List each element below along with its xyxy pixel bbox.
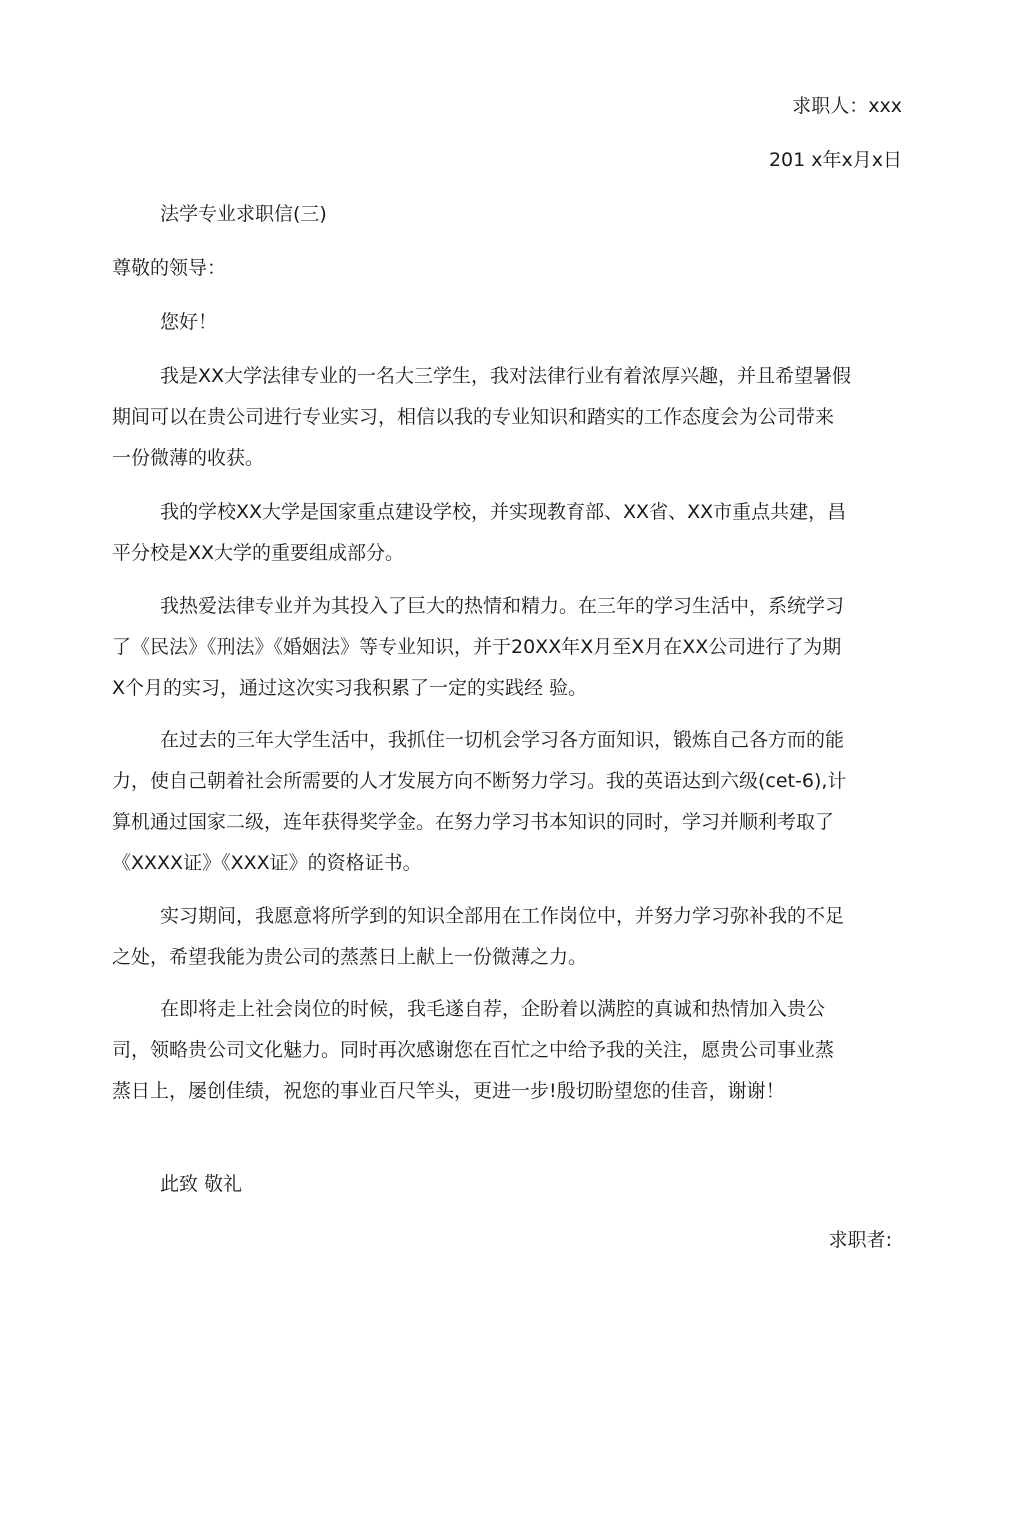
paragraph-school: 我的学校XX大学是国家重点建设学校，并实现教育部、XX省、XX市重点共建，昌平分校是XX大学的重要组成部分。	[112, 501, 847, 564]
paragraph-closing: 在即将走上社会岗位的时候，我毛遂自荐，企盼着以满腔的真诚和热情加入贵公司，领略贵公司文化魅力。同时再次感谢您在百忙之中给予我的关注，愿贵公司事业蒸蒸日上，屡创佳绩，祝您的事业百尺竿头，更进一步!殷切盼望您的佳音，谢谢！	[112, 998, 835, 1102]
applicant-line: 求职人：xxx	[792, 95, 902, 117]
date-line: 201 x年x月x日	[768, 149, 902, 171]
signature-line: 求职者:	[828, 1229, 892, 1251]
closing-phrase: 此致 敬礼	[160, 1173, 243, 1195]
greeting: 您好！	[160, 311, 218, 333]
paragraph-intro: 我是XX大学法律专业的一名大三学生，我对法律行业有着浓厚兴趣，并且希望暑假期间可以在贵公司进行专业实习，相信以我的专业知识和踏实的工作态度会为公司带来一份微薄的收获。	[112, 365, 852, 469]
salutation: 尊敬的领导：	[112, 257, 227, 279]
paragraph-study: 我热爱法律专业并为其投入了巨大的热情和精力。在三年的学习生活中，系统学习了《民法》《刑法》《婚姻法》等专业知识，并于20XX年X月至X月在XX公司进行了为期X个月的实习，通过这次实习我积累了一定的实践经 验。	[112, 595, 845, 699]
paragraph-internship: 实习期间，我愿意将所学到的知识全部用在工作岗位中，并努力学习弥补我的不足之处，希望我能为贵公司的蒸蒸日上献上一份微薄之力。	[112, 905, 845, 968]
paragraph-skills: 在过去的三年大学生活中，我抓住一切机会学习各方面知识，锻炼自己各方而的能力，使自己朝着社会所需要的人才发展方向不断努力学习。我的英语达到六级(cet-6),计算机通过国家二级，连年获得奖学金。在努力学习书本知识的同时，学习并顺利考取了《XXXX证》《XXX证》的资格证书。	[112, 729, 847, 874]
letter-title: 法学专业求职信(三)	[160, 203, 327, 225]
